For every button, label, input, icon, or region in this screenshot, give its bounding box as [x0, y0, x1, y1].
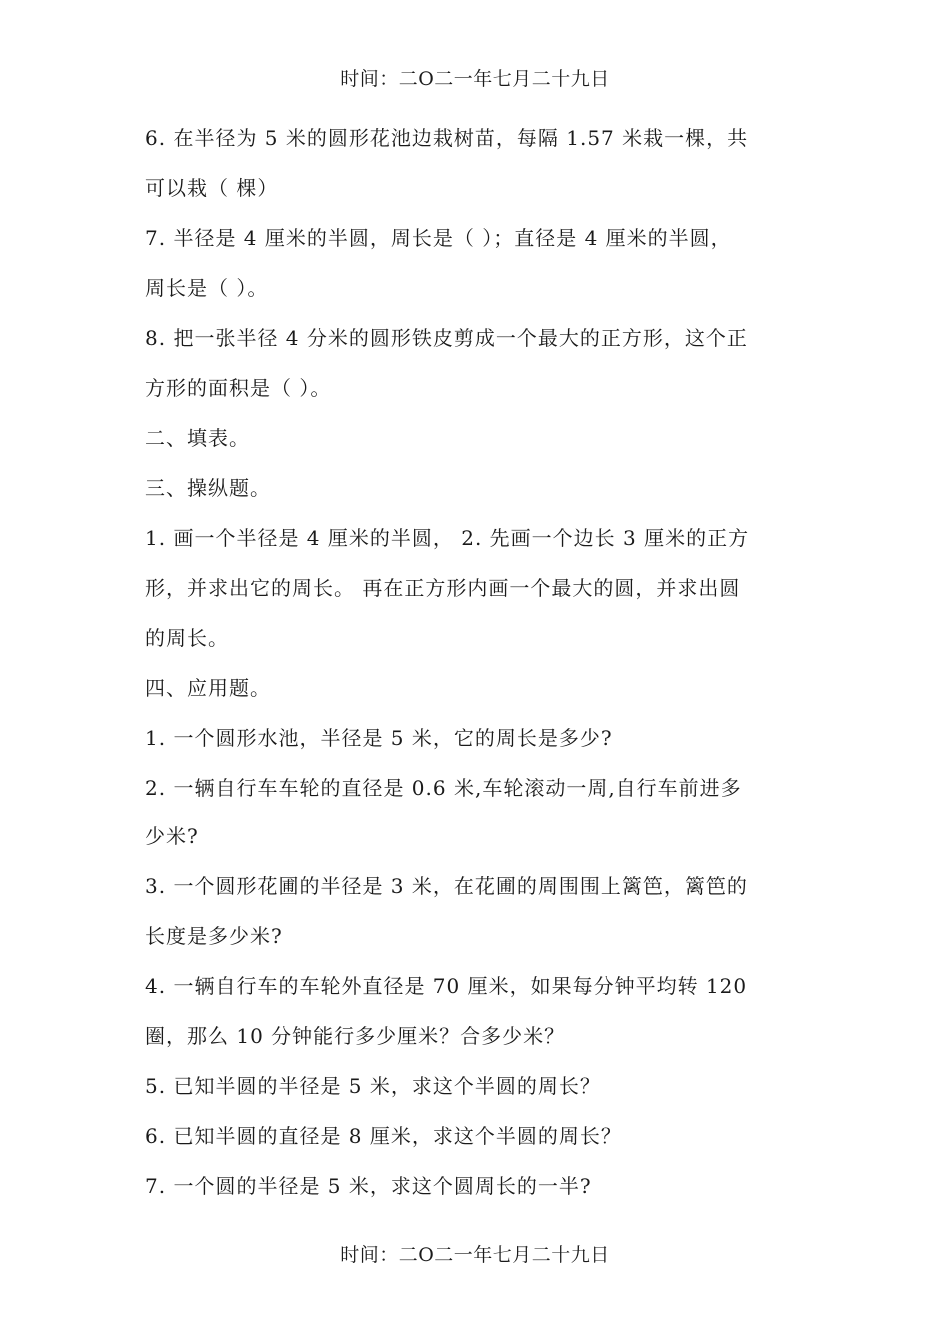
- question-line: 少米?: [145, 824, 199, 848]
- question-line: 可以栽（ 棵）: [145, 176, 279, 200]
- page-footer: 时间：二O二一年七月二十九日: [340, 1244, 610, 1266]
- question-line: 7. 半径是 4 厘米的半圆，周长是（ ）；直径是 4 厘米的半圆，: [145, 226, 732, 250]
- question-line: 长度是多少米?: [145, 924, 283, 948]
- question-line: 5. 已知半圆的半径是 5 米，求这个半圆的周长？: [145, 1074, 601, 1098]
- question-line: 2. 一辆自行车车轮的直径是 0.6 米,车轮滚动一周,自行车前进多: [145, 776, 742, 800]
- question-line: 周长是（ ）。: [145, 276, 269, 300]
- question-line: 7. 一个圆的半径是 5 米，求这个圆周长的一半?: [145, 1174, 592, 1198]
- question-line: 形，并求出它的周长。 再在正方形内画一个最大的圆，并求出圆: [145, 576, 741, 600]
- question-line: 6. 在半径为 5 米的圆形花池边栽树苗，每隔 1.57 米栽一棵，共: [145, 126, 749, 150]
- question-line: 4. 一辆自行车的车轮外直径是 70 厘米，如果每分钟平均转 120: [145, 974, 748, 998]
- section-heading: 二、填表。: [145, 426, 250, 450]
- page-header: 时间：二O二一年七月二十九日: [340, 68, 610, 90]
- question-line: 8. 把一张半径 4 分米的圆形铁皮剪成一个最大的正方形，这个正: [145, 326, 748, 350]
- question-line: 的周长。: [145, 626, 229, 650]
- question-line: 6. 已知半圆的直径是 8 厘米，求这个半圆的周长？: [145, 1124, 622, 1148]
- question-line: 3. 一个圆形花圃的半径是 3 米，在花圃的周围围上篱笆，篱笆的: [145, 874, 748, 898]
- question-line: 方形的面积是（ ）。: [145, 376, 332, 400]
- section-heading: 三、操纵题。: [145, 476, 271, 500]
- question-line: 圈，那么 10 分钟能行多少厘米？合多少米？: [145, 1024, 566, 1048]
- question-line: 1. 画一个半径是 4 厘米的半圆， 2. 先画一个边长 3 厘米的正方: [145, 526, 750, 550]
- section-heading: 四、应用题。: [145, 676, 271, 700]
- question-line: 1. 一个圆形水池，半径是 5 米，它的周长是多少?: [145, 726, 613, 750]
